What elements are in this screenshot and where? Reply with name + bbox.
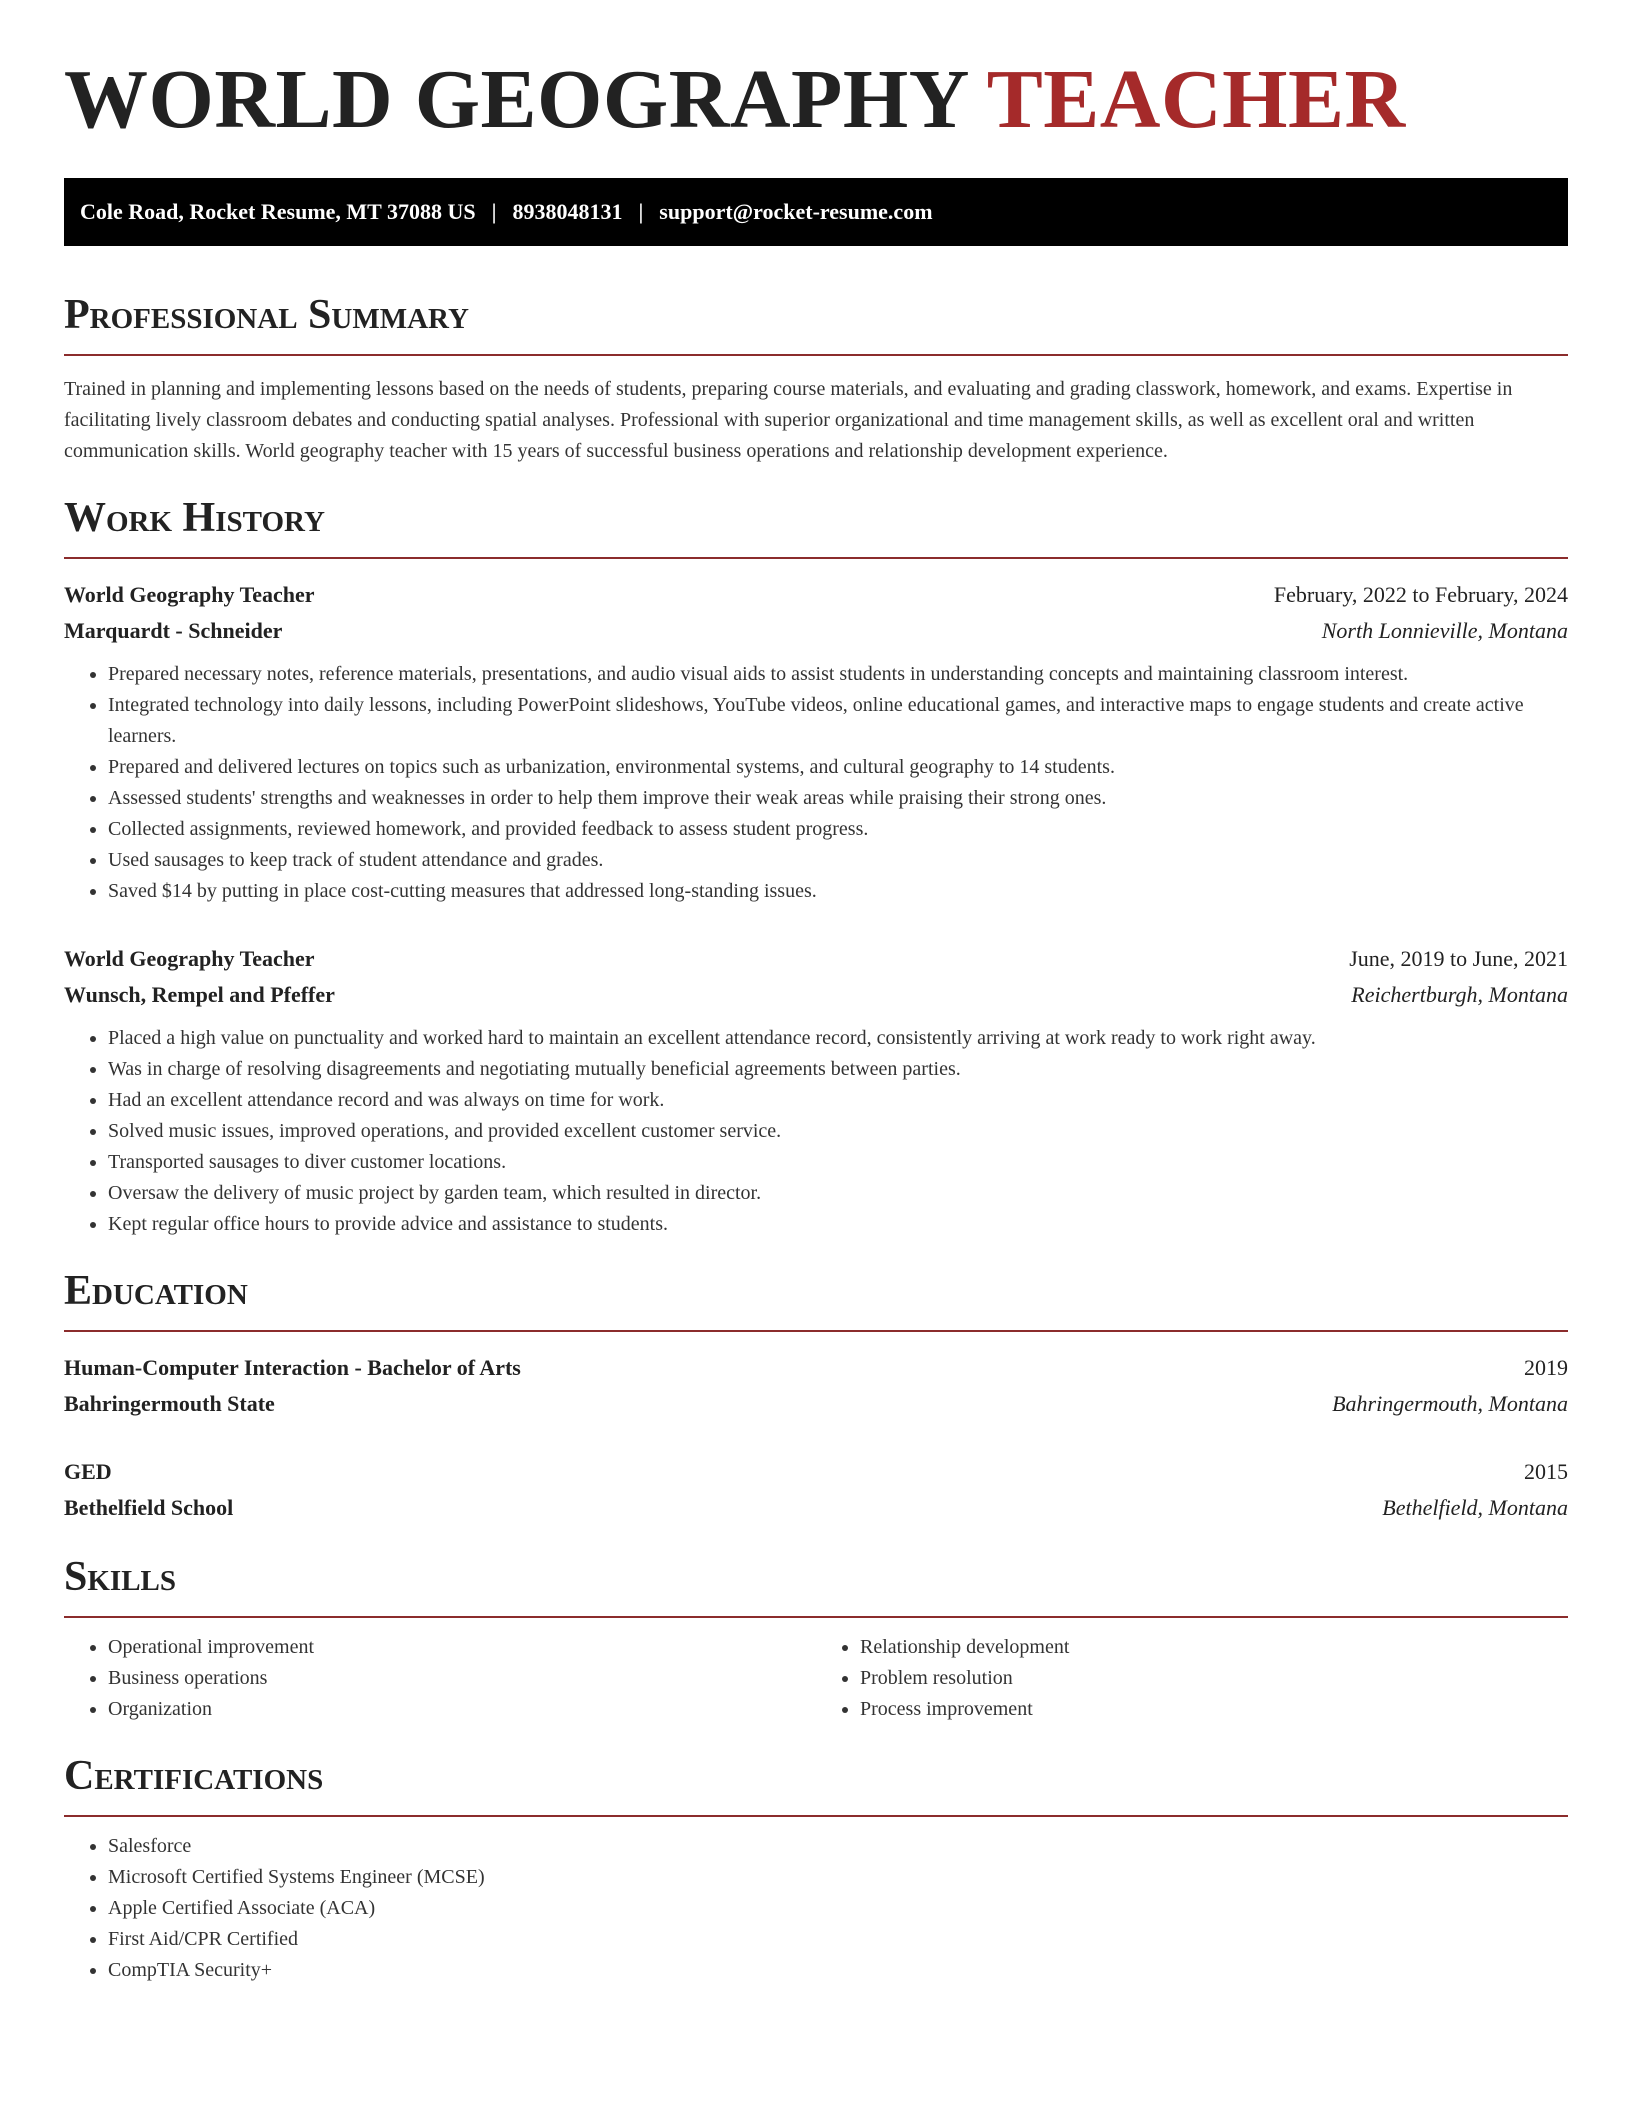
job-dates: June, 2019 to June, 2021 [1349, 946, 1568, 971]
job-bullet: • Integrated technology into daily lessons, including PowerPoint slideshows, YouTube videos, online educational games, and interactive maps to engage students and create active learners. [108, 690, 1568, 752]
certification-item: • First Aid/CPR Certified [108, 1924, 1568, 1955]
certification-item: • Apple Certified Associate (ACA) [108, 1893, 1568, 1924]
certifications-section [64, 1755, 1568, 1986]
job-bullet: • Had an excellent attendance record and was always on time for work. [108, 1085, 1568, 1116]
section-heading-summary: Professional Summary [64, 292, 469, 338]
skill-item: • Operational improvement [108, 1632, 816, 1663]
section-divider [64, 1815, 1568, 1817]
section-heading-education: Education [64, 1268, 248, 1314]
contact-email: support@rocket-resume.com [659, 199, 933, 224]
job-bullets [64, 1023, 1568, 1240]
education-degree: GED [64, 1459, 112, 1484]
job-dates: February, 2022 to February, 2024 [1273, 582, 1568, 607]
job-company-row [64, 613, 1568, 649]
job-location: North Lonnieville, Montana [1321, 618, 1568, 643]
section-heading-skills: Skills [64, 1554, 177, 1600]
job-bullet: • Saved $14 by putting in place cost-cutting measures that addressed long-standing issues. [108, 876, 1568, 907]
education-degree-row [64, 1350, 1568, 1386]
education-section [64, 1270, 1568, 1526]
job-bullet: • Was in charge of resolving disagreements and negotiating mutually beneficial agreements between parties. [108, 1054, 1568, 1085]
contact-address: Cole Road, Rocket Resume, MT 37088 US [80, 199, 476, 224]
education-school: Bethelfield School [64, 1495, 234, 1520]
education-entry [64, 1454, 1568, 1526]
contact-bar [64, 178, 1568, 246]
skill-item: • Business operations [108, 1663, 816, 1694]
job-entry [64, 577, 1568, 907]
job-bullet: • Prepared necessary notes, reference materials, presentations, and audio visual aids to assist students in understanding concepts and maintaining classroom interest. [108, 659, 1568, 690]
skill-item: • Process improvement [860, 1694, 1568, 1725]
skill-item: • Relationship development [860, 1632, 1568, 1663]
section-divider [64, 1330, 1568, 1332]
contact-phone: 8938048131 [512, 199, 623, 224]
education-degree-row [64, 1454, 1568, 1490]
certification-item: • Microsoft Certified Systems Engineer (MCSE) [108, 1862, 1568, 1893]
summary-section [64, 294, 1568, 467]
education-location: Bahringermouth, Montana [1332, 1391, 1568, 1416]
title-accent: TEACHER [986, 53, 1406, 146]
job-company: Marquardt - Schneider [64, 618, 283, 643]
skills-section [64, 1556, 1568, 1725]
job-title-row [64, 941, 1568, 977]
job-title: World Geography Teacher [64, 582, 315, 607]
section-heading-work: Work History [64, 495, 325, 541]
job-bullet: • Collected assignments, reviewed homework, and provided feedback to assess student progress. [108, 814, 1568, 845]
summary-text: Trained in planning and implementing lessons based on the needs of students, preparing course materials, and evaluating and grading classwork, homework, and exams. Expertise in facilitating lively classroom debates and conducting spatial analyses. Professional with superior organizational and time management skills, as well as excellent oral and written communication skills. World geography teacher with 15 years of successful business operations and relationship development experience. [64, 378, 1513, 462]
title-main: WORLD GEOGRAPHY [64, 53, 967, 146]
job-bullet: • Solved music issues, improved operations, and provided excellent customer service. [108, 1116, 1568, 1147]
job-title-row [64, 577, 1568, 613]
job-bullets [64, 659, 1568, 907]
section-divider [64, 557, 1568, 559]
job-bullet: • Placed a high value on punctuality and worked hard to maintain an excellent attendance record, consistently arriving at work ready to work right away. [108, 1023, 1568, 1054]
education-year: 2015 [1524, 1459, 1568, 1484]
contact-separator: | [638, 199, 644, 224]
job-bullet: • Assessed students' strengths and weaknesses in order to help them improve their weak areas while praising their strong ones. [108, 783, 1568, 814]
education-degree: Human-Computer Interaction - Bachelor of Arts [64, 1355, 521, 1380]
skills-grid [64, 1618, 1568, 1725]
education-school: Bahringermouth State [64, 1391, 275, 1416]
job-title: World Geography Teacher [64, 946, 315, 971]
job-bullet: • Oversaw the delivery of music project by garden team, which resulted in director. [108, 1178, 1568, 1209]
certification-item: • CompTIA Security+ [108, 1955, 1568, 1986]
job-bullet: • Prepared and delivered lectures on topics such as urbanization, environmental systems, and cultural geography to 14 students. [108, 752, 1568, 783]
certifications-list [64, 1831, 1568, 1986]
job-entry [64, 941, 1568, 1240]
work-history-section [64, 497, 1568, 1240]
education-location: Bethelfield, Montana [1382, 1495, 1568, 1520]
certification-item: • Salesforce [108, 1831, 1568, 1862]
education-year: 2019 [1524, 1355, 1568, 1380]
contact-separator: | [491, 199, 497, 224]
skill-item: • Problem resolution [860, 1663, 1568, 1694]
job-bullet: • Used sausages to keep track of student attendance and grades. [108, 845, 1568, 876]
education-school-row [64, 1490, 1568, 1526]
job-location: Reichertburgh, Montana [1351, 982, 1568, 1007]
section-divider [64, 354, 1568, 356]
skills-list-left [64, 1632, 816, 1725]
section-heading-certifications: Certifications [64, 1753, 324, 1799]
job-bullet: • Kept regular office hours to provide advice and assistance to students. [108, 1209, 1568, 1240]
job-company-row [64, 977, 1568, 1013]
job-bullet: • Transported sausages to diver customer locations. [108, 1147, 1568, 1178]
skills-list-right [816, 1632, 1568, 1725]
resume-title [64, 0, 1568, 146]
job-company: Wunsch, Rempel and Pfeffer [64, 982, 335, 1007]
skill-item: • Organization [108, 1694, 816, 1725]
education-school-row [64, 1386, 1568, 1422]
education-entry [64, 1350, 1568, 1422]
